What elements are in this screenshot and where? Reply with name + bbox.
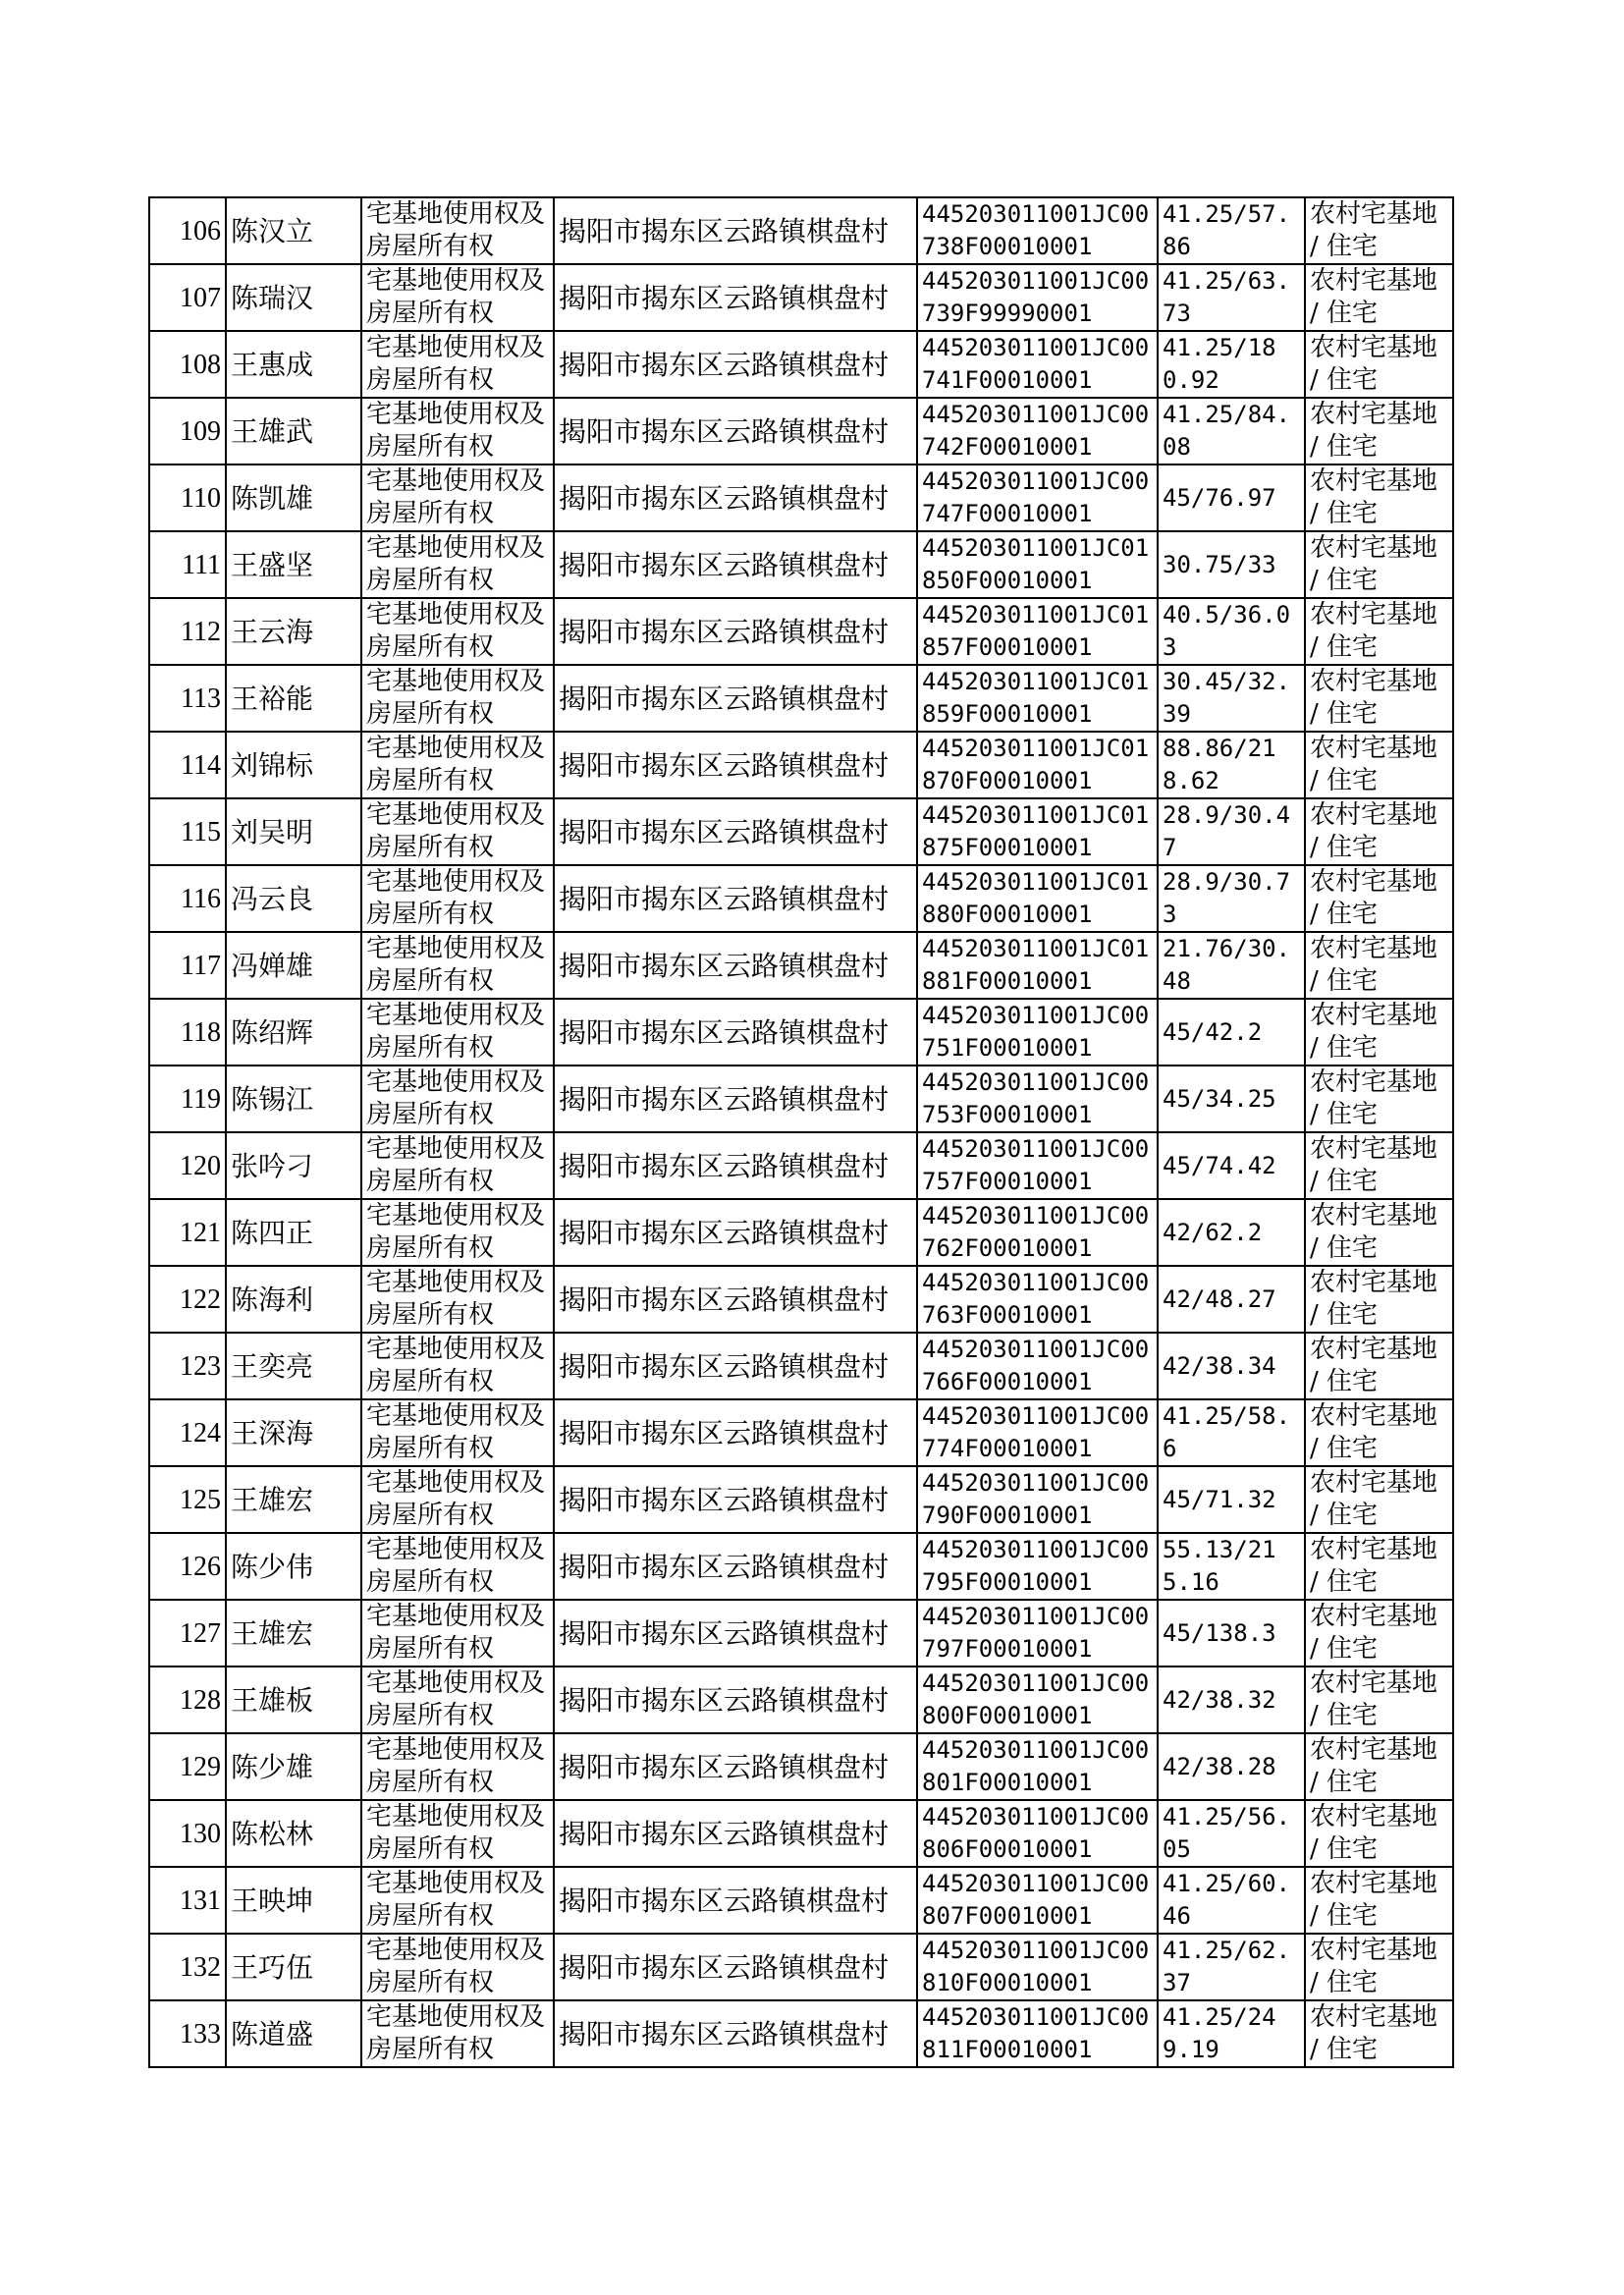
land-use: 农村宅基地 / 住宅 xyxy=(1305,1399,1453,1466)
property-location: 揭阳市揭东区云路镇棋盘村 xyxy=(554,1199,917,1266)
area-value: 42/38.32 xyxy=(1158,1667,1305,1733)
property-location: 揭阳市揭东区云路镇棋盘村 xyxy=(554,1600,917,1667)
row-number: 107 xyxy=(149,264,226,331)
table-row xyxy=(149,665,1453,732)
owner-name: 陈四正 xyxy=(226,1199,361,1266)
property-location: 揭阳市揭东区云路镇棋盘村 xyxy=(554,264,917,331)
table-row xyxy=(149,1266,1453,1333)
area-value: 88.86/218.62 xyxy=(1158,732,1305,798)
area-value: 55.13/215.16 xyxy=(1158,1533,1305,1600)
table-row xyxy=(149,1934,1453,2000)
property-location: 揭阳市揭东区云路镇棋盘村 xyxy=(554,1132,917,1199)
table-row xyxy=(149,2000,1453,2067)
area-value: 45/42.2 xyxy=(1158,999,1305,1066)
right-type: 宅基地使用权及房屋所有权 xyxy=(361,1199,554,1266)
row-number: 114 xyxy=(149,732,226,798)
area-value: 45/74.42 xyxy=(1158,1132,1305,1199)
row-number: 126 xyxy=(149,1533,226,1600)
right-type: 宅基地使用权及房屋所有权 xyxy=(361,932,554,999)
table-row xyxy=(149,1800,1453,1867)
owner-name: 刘吴明 xyxy=(226,798,361,865)
unit-code: 445203011001JC00774F00010001 xyxy=(917,1399,1158,1466)
area-value: 45/138.3 xyxy=(1158,1600,1305,1667)
land-use: 农村宅基地 / 住宅 xyxy=(1305,999,1453,1066)
land-use: 农村宅基地 / 住宅 xyxy=(1305,865,1453,932)
owner-name: 王奕亮 xyxy=(226,1333,361,1399)
right-type: 宅基地使用权及房屋所有权 xyxy=(361,1600,554,1667)
land-use: 农村宅基地 / 住宅 xyxy=(1305,531,1453,598)
table-row xyxy=(149,1132,1453,1199)
property-location: 揭阳市揭东区云路镇棋盘村 xyxy=(554,598,917,665)
land-use: 农村宅基地 / 住宅 xyxy=(1305,1199,1453,1266)
right-type: 宅基地使用权及房屋所有权 xyxy=(361,398,554,464)
right-type: 宅基地使用权及房屋所有权 xyxy=(361,1266,554,1333)
right-type: 宅基地使用权及房屋所有权 xyxy=(361,1867,554,1934)
land-use: 农村宅基地 / 住宅 xyxy=(1305,798,1453,865)
unit-code: 445203011001JC01880F00010001 xyxy=(917,865,1158,932)
area-value: 30.45/32.39 xyxy=(1158,665,1305,732)
table-row xyxy=(149,1333,1453,1399)
property-location: 揭阳市揭东区云路镇棋盘村 xyxy=(554,197,917,264)
owner-name: 陈松林 xyxy=(226,1800,361,1867)
area-value: 41.25/57.86 xyxy=(1158,197,1305,264)
area-value: 41.25/60.46 xyxy=(1158,1867,1305,1934)
property-location: 揭阳市揭东区云路镇棋盘村 xyxy=(554,1867,917,1934)
right-type: 宅基地使用权及房屋所有权 xyxy=(361,2000,554,2067)
right-type: 宅基地使用权及房屋所有权 xyxy=(361,798,554,865)
owner-name: 王云海 xyxy=(226,598,361,665)
owner-name: 王雄武 xyxy=(226,398,361,464)
land-use: 农村宅基地 / 住宅 xyxy=(1305,464,1453,531)
owner-name: 陈少雄 xyxy=(226,1733,361,1800)
owner-name: 王映坤 xyxy=(226,1867,361,1934)
right-type: 宅基地使用权及房屋所有权 xyxy=(361,1934,554,2000)
owner-name: 王雄宏 xyxy=(226,1466,361,1533)
table-row xyxy=(149,331,1453,398)
right-type: 宅基地使用权及房屋所有权 xyxy=(361,1399,554,1466)
area-value: 30.75/33 xyxy=(1158,531,1305,598)
unit-code: 445203011001JC01881F00010001 xyxy=(917,932,1158,999)
property-location: 揭阳市揭东区云路镇棋盘村 xyxy=(554,1399,917,1466)
area-value: 41.25/56.05 xyxy=(1158,1800,1305,1867)
unit-code: 445203011001JC00800F00010001 xyxy=(917,1667,1158,1733)
property-location: 揭阳市揭东区云路镇棋盘村 xyxy=(554,331,917,398)
table-row xyxy=(149,1199,1453,1266)
property-location: 揭阳市揭东区云路镇棋盘村 xyxy=(554,2000,917,2067)
table-row xyxy=(149,531,1453,598)
land-use: 农村宅基地 / 住宅 xyxy=(1305,398,1453,464)
table-row xyxy=(149,464,1453,531)
right-type: 宅基地使用权及房屋所有权 xyxy=(361,865,554,932)
property-location: 揭阳市揭东区云路镇棋盘村 xyxy=(554,464,917,531)
owner-name: 陈瑞汉 xyxy=(226,264,361,331)
right-type: 宅基地使用权及房屋所有权 xyxy=(361,464,554,531)
table-row xyxy=(149,264,1453,331)
table-row xyxy=(149,1600,1453,1667)
land-use: 农村宅基地 / 住宅 xyxy=(1305,1132,1453,1199)
row-number: 116 xyxy=(149,865,226,932)
row-number: 128 xyxy=(149,1667,226,1733)
right-type: 宅基地使用权及房屋所有权 xyxy=(361,999,554,1066)
property-location: 揭阳市揭东区云路镇棋盘村 xyxy=(554,865,917,932)
table-row xyxy=(149,1466,1453,1533)
table-row xyxy=(149,1066,1453,1132)
property-location: 揭阳市揭东区云路镇棋盘村 xyxy=(554,732,917,798)
owner-name: 冯云良 xyxy=(226,865,361,932)
property-location: 揭阳市揭东区云路镇棋盘村 xyxy=(554,1333,917,1399)
area-value: 41.25/62.37 xyxy=(1158,1934,1305,2000)
right-type: 宅基地使用权及房屋所有权 xyxy=(361,1132,554,1199)
area-value: 41.25/63.73 xyxy=(1158,264,1305,331)
unit-code: 445203011001JC00801F00010001 xyxy=(917,1733,1158,1800)
area-value: 40.5/36.03 xyxy=(1158,598,1305,665)
property-location: 揭阳市揭东区云路镇棋盘村 xyxy=(554,932,917,999)
property-location: 揭阳市揭东区云路镇棋盘村 xyxy=(554,665,917,732)
land-use: 农村宅基地 / 住宅 xyxy=(1305,2000,1453,2067)
owner-name: 王雄板 xyxy=(226,1667,361,1733)
property-location: 揭阳市揭东区云路镇棋盘村 xyxy=(554,398,917,464)
land-use: 农村宅基地 / 住宅 xyxy=(1305,1867,1453,1934)
land-use: 农村宅基地 / 住宅 xyxy=(1305,1333,1453,1399)
row-number: 124 xyxy=(149,1399,226,1466)
row-number: 112 xyxy=(149,598,226,665)
owner-name: 王巧伍 xyxy=(226,1934,361,2000)
area-value: 45/76.97 xyxy=(1158,464,1305,531)
property-location: 揭阳市揭东区云路镇棋盘村 xyxy=(554,1800,917,1867)
table-row xyxy=(149,598,1453,665)
property-location: 揭阳市揭东区云路镇棋盘村 xyxy=(554,1667,917,1733)
area-value: 41.25/58.6 xyxy=(1158,1399,1305,1466)
right-type: 宅基地使用权及房屋所有权 xyxy=(361,732,554,798)
table-row xyxy=(149,1533,1453,1600)
table-row xyxy=(149,932,1453,999)
right-type: 宅基地使用权及房屋所有权 xyxy=(361,1066,554,1132)
row-number: 115 xyxy=(149,798,226,865)
owner-name: 陈绍辉 xyxy=(226,999,361,1066)
property-location: 揭阳市揭东区云路镇棋盘村 xyxy=(554,1934,917,2000)
table-row xyxy=(149,1733,1453,1800)
land-use: 农村宅基地 / 住宅 xyxy=(1305,1934,1453,2000)
row-number: 106 xyxy=(149,197,226,264)
row-number: 125 xyxy=(149,1466,226,1533)
land-use: 农村宅基地 / 住宅 xyxy=(1305,197,1453,264)
land-use: 农村宅基地 / 住宅 xyxy=(1305,932,1453,999)
unit-code: 445203011001JC00739F99990001 xyxy=(917,264,1158,331)
row-number: 130 xyxy=(149,1800,226,1867)
owner-name: 王雄宏 xyxy=(226,1600,361,1667)
right-type: 宅基地使用权及房屋所有权 xyxy=(361,331,554,398)
property-location: 揭阳市揭东区云路镇棋盘村 xyxy=(554,1533,917,1600)
row-number: 127 xyxy=(149,1600,226,1667)
owner-name: 王惠成 xyxy=(226,331,361,398)
land-use: 农村宅基地 / 住宅 xyxy=(1305,1466,1453,1533)
owner-name: 陈锡江 xyxy=(226,1066,361,1132)
row-number: 129 xyxy=(149,1733,226,1800)
row-number: 118 xyxy=(149,999,226,1066)
property-location: 揭阳市揭东区云路镇棋盘村 xyxy=(554,1466,917,1533)
owner-name: 王盛坚 xyxy=(226,531,361,598)
unit-code: 445203011001JC01875F00010001 xyxy=(917,798,1158,865)
area-value: 41.25/249.19 xyxy=(1158,2000,1305,2067)
unit-code: 445203011001JC00757F00010001 xyxy=(917,1132,1158,1199)
owner-name: 陈道盛 xyxy=(226,2000,361,2067)
owner-name: 刘锦标 xyxy=(226,732,361,798)
land-use: 农村宅基地 / 住宅 xyxy=(1305,598,1453,665)
owner-name: 张吟刁 xyxy=(226,1132,361,1199)
owner-name: 冯婵雄 xyxy=(226,932,361,999)
area-value: 41.25/84.08 xyxy=(1158,398,1305,464)
land-use: 农村宅基地 / 住宅 xyxy=(1305,1600,1453,1667)
unit-code: 445203011001JC00811F00010001 xyxy=(917,2000,1158,2067)
row-number: 119 xyxy=(149,1066,226,1132)
unit-code: 445203011001JC01857F00010001 xyxy=(917,598,1158,665)
owner-name: 陈凯雄 xyxy=(226,464,361,531)
area-value: 41.25/180.92 xyxy=(1158,331,1305,398)
table-body xyxy=(149,197,1453,2067)
unit-code: 445203011001JC00738F00010001 xyxy=(917,197,1158,264)
right-type: 宅基地使用权及房屋所有权 xyxy=(361,1466,554,1533)
row-number: 110 xyxy=(149,464,226,531)
right-type: 宅基地使用权及房屋所有权 xyxy=(361,1533,554,1600)
land-use: 农村宅基地 / 住宅 xyxy=(1305,732,1453,798)
unit-code: 445203011001JC00766F00010001 xyxy=(917,1333,1158,1399)
owner-name: 陈少伟 xyxy=(226,1533,361,1600)
property-location: 揭阳市揭东区云路镇棋盘村 xyxy=(554,999,917,1066)
row-number: 123 xyxy=(149,1333,226,1399)
table-row xyxy=(149,1399,1453,1466)
land-use: 农村宅基地 / 住宅 xyxy=(1305,264,1453,331)
right-type: 宅基地使用权及房屋所有权 xyxy=(361,665,554,732)
area-value: 42/38.28 xyxy=(1158,1733,1305,1800)
land-use: 农村宅基地 / 住宅 xyxy=(1305,1066,1453,1132)
area-value: 28.9/30.47 xyxy=(1158,798,1305,865)
table-row xyxy=(149,197,1453,264)
table-row xyxy=(149,865,1453,932)
area-value: 42/48.27 xyxy=(1158,1266,1305,1333)
owner-name: 王深海 xyxy=(226,1399,361,1466)
unit-code: 445203011001JC00795F00010001 xyxy=(917,1533,1158,1600)
row-number: 132 xyxy=(149,1934,226,2000)
table-row xyxy=(149,999,1453,1066)
area-value: 42/38.34 xyxy=(1158,1333,1305,1399)
unit-code: 445203011001JC00763F00010001 xyxy=(917,1266,1158,1333)
unit-code: 445203011001JC00751F00010001 xyxy=(917,999,1158,1066)
right-type: 宅基地使用权及房屋所有权 xyxy=(361,1667,554,1733)
right-type: 宅基地使用权及房屋所有权 xyxy=(361,264,554,331)
unit-code: 445203011001JC01850F00010001 xyxy=(917,531,1158,598)
row-number: 122 xyxy=(149,1266,226,1333)
owner-name: 王裕能 xyxy=(226,665,361,732)
area-value: 42/62.2 xyxy=(1158,1199,1305,1266)
unit-code: 445203011001JC00742F00010001 xyxy=(917,398,1158,464)
land-use: 农村宅基地 / 住宅 xyxy=(1305,331,1453,398)
land-use: 农村宅基地 / 住宅 xyxy=(1305,1266,1453,1333)
right-type: 宅基地使用权及房屋所有权 xyxy=(361,1333,554,1399)
land-use: 农村宅基地 / 住宅 xyxy=(1305,1533,1453,1600)
row-number: 117 xyxy=(149,932,226,999)
owner-name: 陈海利 xyxy=(226,1266,361,1333)
unit-code: 445203011001JC00747F00010001 xyxy=(917,464,1158,531)
unit-code: 445203011001JC00797F00010001 xyxy=(917,1600,1158,1667)
table-row xyxy=(149,732,1453,798)
property-location: 揭阳市揭东区云路镇棋盘村 xyxy=(554,1266,917,1333)
unit-code: 445203011001JC00810F00010001 xyxy=(917,1934,1158,2000)
unit-code: 445203011001JC01870F00010001 xyxy=(917,732,1158,798)
table-row xyxy=(149,798,1453,865)
land-use: 农村宅基地 / 住宅 xyxy=(1305,1667,1453,1733)
area-value: 45/34.25 xyxy=(1158,1066,1305,1132)
row-number: 121 xyxy=(149,1199,226,1266)
property-location: 揭阳市揭东区云路镇棋盘村 xyxy=(554,798,917,865)
row-number: 113 xyxy=(149,665,226,732)
row-number: 133 xyxy=(149,2000,226,2067)
row-number: 109 xyxy=(149,398,226,464)
table-row xyxy=(149,1667,1453,1733)
property-location: 揭阳市揭东区云路镇棋盘村 xyxy=(554,1733,917,1800)
registration-table xyxy=(148,196,1454,2068)
table-row xyxy=(149,398,1453,464)
right-type: 宅基地使用权及房屋所有权 xyxy=(361,531,554,598)
row-number: 108 xyxy=(149,331,226,398)
right-type: 宅基地使用权及房屋所有权 xyxy=(361,197,554,264)
row-number: 111 xyxy=(149,531,226,598)
unit-code: 445203011001JC00762F00010001 xyxy=(917,1199,1158,1266)
unit-code: 445203011001JC00806F00010001 xyxy=(917,1800,1158,1867)
row-number: 120 xyxy=(149,1132,226,1199)
area-value: 45/71.32 xyxy=(1158,1466,1305,1533)
unit-code: 445203011001JC00753F00010001 xyxy=(917,1066,1158,1132)
area-value: 28.9/30.73 xyxy=(1158,865,1305,932)
unit-code: 445203011001JC00790F00010001 xyxy=(917,1466,1158,1533)
property-location: 揭阳市揭东区云路镇棋盘村 xyxy=(554,531,917,598)
owner-name: 陈汉立 xyxy=(226,197,361,264)
land-use: 农村宅基地 / 住宅 xyxy=(1305,1733,1453,1800)
table-row xyxy=(149,1867,1453,1934)
right-type: 宅基地使用权及房屋所有权 xyxy=(361,1733,554,1800)
right-type: 宅基地使用权及房屋所有权 xyxy=(361,598,554,665)
unit-code: 445203011001JC00807F00010001 xyxy=(917,1867,1158,1934)
land-use: 农村宅基地 / 住宅 xyxy=(1305,665,1453,732)
property-location: 揭阳市揭东区云路镇棋盘村 xyxy=(554,1066,917,1132)
unit-code: 445203011001JC01859F00010001 xyxy=(917,665,1158,732)
row-number: 131 xyxy=(149,1867,226,1934)
area-value: 21.76/30.48 xyxy=(1158,932,1305,999)
land-use: 农村宅基地 / 住宅 xyxy=(1305,1800,1453,1867)
right-type: 宅基地使用权及房屋所有权 xyxy=(361,1800,554,1867)
unit-code: 445203011001JC00741F00010001 xyxy=(917,331,1158,398)
